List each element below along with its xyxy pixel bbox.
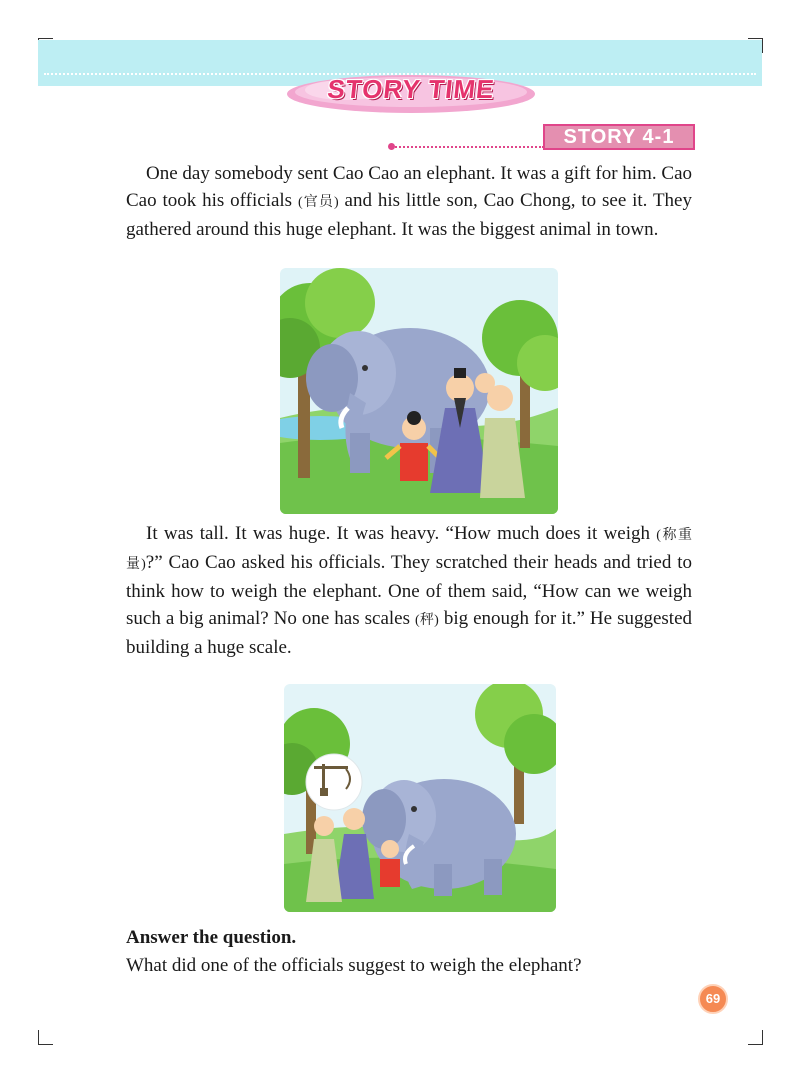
paragraph-1-text-a: One day somebody sent Cao Cao an elephant. It was a gift for him. Cao Cao took his officials [126,163,692,211]
gloss-officials: (官员) [297,195,339,210]
gloss-weigh: (称重量) [126,528,692,572]
question-heading: Answer the question. [126,927,297,948]
divider-dotted-line [392,146,544,148]
paragraph-2-text-b: ?” Cao Cao asked his officials. They scratched their heads and tried to think how to weigh the elephant. One of them said, “How can we weigh such a big animal? No one has scales [126,552,692,629]
story-number-label: STORY 4-1 [543,124,695,150]
question-text: What did one of the officials suggest to weigh the elephant? [126,955,582,976]
paragraph-2-text-a: It was tall. It was huge. It was heavy. “How much does it weigh [146,523,657,544]
story-paragraph-1 [126,160,692,243]
banner-title: STORY TIME [325,74,497,104]
paragraph-2-text-c: big enough for it.” He suggested building a huge scale. [126,608,692,658]
story-paragraph-2 [126,520,692,661]
illustration-cao-cao-and-elephant [280,268,558,514]
story-time-banner [285,72,537,116]
gloss-scales: (秤) [415,613,439,628]
crop-mark-bottom-left [38,1030,53,1045]
paragraph-1-text-b: and his little son, Cao Chong, to see it. They gathered around this huge elephant. It was the biggest animal in town. [126,190,692,240]
illustration-officials-and-scale [284,684,556,912]
crop-mark-bottom-right [748,1030,763,1045]
page-number-badge: 69 [698,984,728,1014]
